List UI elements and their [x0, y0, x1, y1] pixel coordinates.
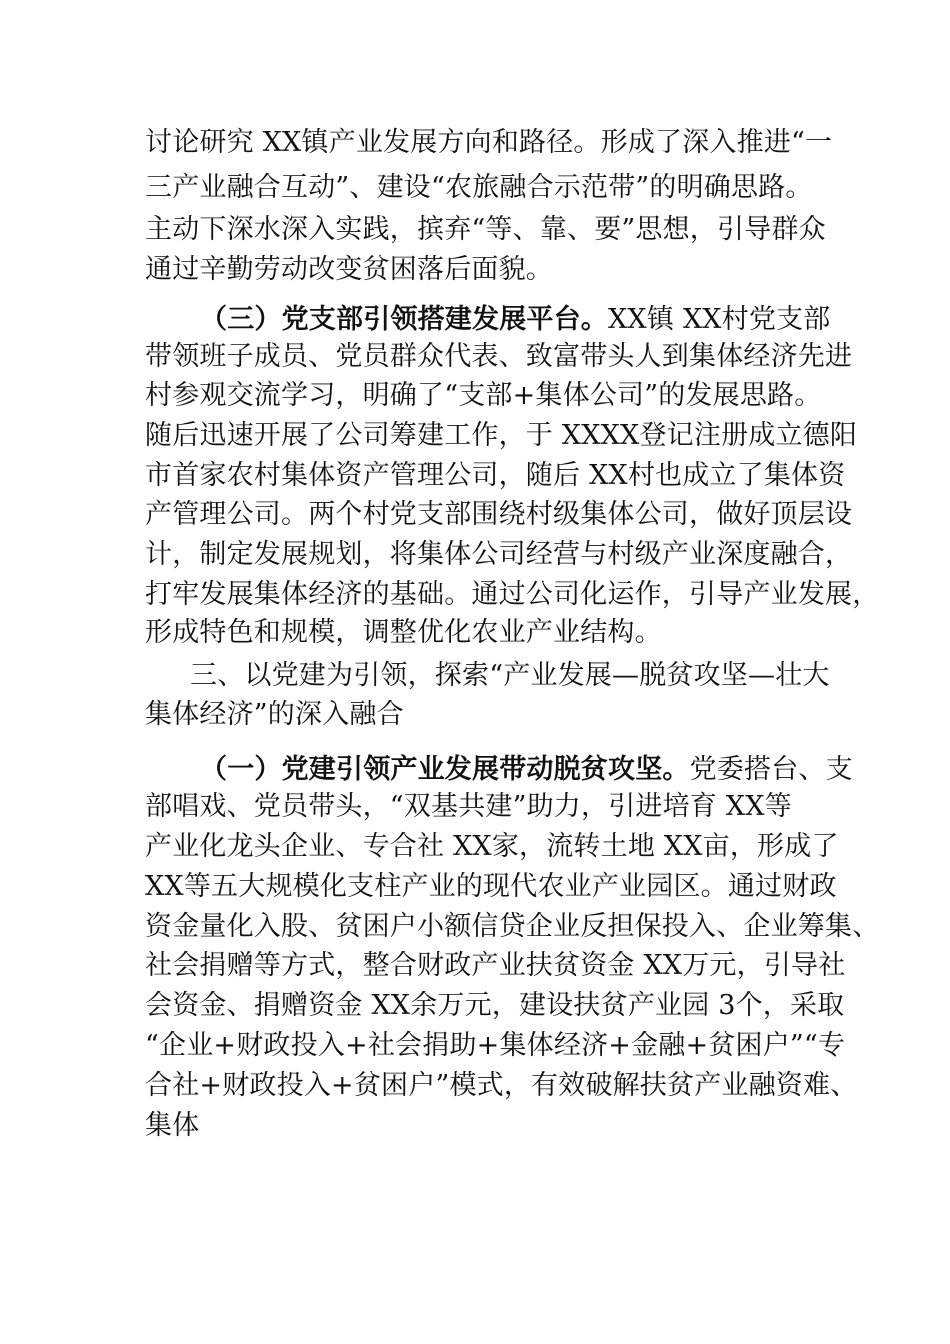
chapter-heading-line: 集体经济”的深入融合 — [145, 699, 404, 730]
paragraph-line: 打牢发展集体经济的基础。通过公司化运作，引导产业发展， — [145, 579, 880, 610]
paragraph-line: 主动下深水深入实践，摈弃“等、靠、要”思想，引导群众 — [145, 214, 826, 245]
paragraph-line: 三产业融合互动”、建设“农旅融合示范带”的明确思路。 — [145, 172, 813, 203]
paragraph-line: 市首家农村集体资产管理公司，随后 XX村也成立了集体资 — [145, 460, 846, 491]
paragraph-line: 计，制定发展规划，将集体公司经营与村级产业深度融合， — [145, 539, 853, 570]
paragraph-line: 合社+财政投入+贫困户”模式，有效破解扶贫产业融资难、 — [145, 1070, 858, 1101]
paragraph-line: 社会捐赠等方式，整合财政产业扶贫资金 XX万元，引导社 — [145, 950, 846, 981]
chapter-heading-line: 三、以党建为引领，探索“产业发展—脱贫攻坚—壮大 — [190, 660, 830, 691]
paragraph-line: 随后迅速开展了公司筹建工作，于 XXXX登记注册成立德阳 — [145, 420, 858, 451]
paragraph-line: 部唱戏、党员带头，“双基共建”助力，引进培育 XX等 — [145, 791, 792, 822]
paragraph-line: 通过辛勤劳动改变贫困落后面貌。 — [145, 254, 553, 285]
paragraph-line: 带领班子成员、党员群众代表、致富带头人到集体经济先进 — [145, 341, 853, 372]
paragraph-line: 资金量化入股、贫困户小额信贷企业反担保投入、企业筹集、 — [145, 911, 880, 942]
section-heading-line — [200, 302, 830, 338]
paragraph-line: 形成特色和规模，调整优化农业产业结构。 — [145, 617, 662, 648]
paragraph-line: 集体 — [145, 1110, 200, 1141]
paragraph-line: XX等五大规模化支柱产业的现代农业产业园区。通过财政 — [145, 871, 837, 902]
section-heading-rest: XX镇 XX村党支部 — [608, 304, 831, 335]
paragraph-line: 产业化龙头企业、专合社 XX家，流转土地 XX亩，形成了 — [145, 831, 839, 862]
section-heading-rest: 党委搭台、支 — [689, 754, 853, 785]
paragraph-line: 村参观交流学习，明确了“支部+集体公司”的发展思路。 — [145, 380, 822, 411]
paragraph-line: 会资金、捐赠资金 XX余万元，建设扶贫产业园 3个，采取 — [145, 990, 845, 1021]
section-heading-line — [200, 752, 853, 788]
section-heading-bold: （一）党建引领产业发展带动脱贫攻坚。 — [200, 754, 690, 785]
paragraph-line: 产管理公司。两个村党支部围绕村级集体公司，做好顶层设 — [145, 499, 853, 530]
section-heading-bold: （三）党支部引领搭建发展平台。 — [200, 304, 608, 335]
paragraph-line: “企业+财政投入+社会捐助+集体经济+金融+贫困户”“专 — [145, 1030, 846, 1061]
paragraph-line: 讨论研究 XX镇产业发展方向和路径。形成了深入推进“一 — [145, 127, 833, 158]
